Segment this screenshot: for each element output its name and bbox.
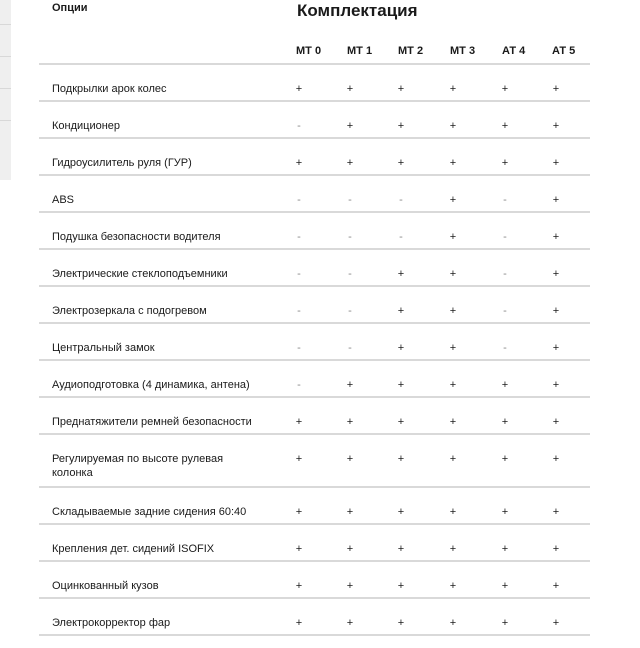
- included-mark: +: [295, 157, 303, 169]
- included-mark: +: [397, 506, 405, 518]
- sidebar-divider: [0, 120, 11, 121]
- not-included-mark: -: [503, 342, 507, 354]
- included-mark: +: [552, 379, 560, 391]
- option-label: ABS: [52, 194, 75, 206]
- included-mark: +: [346, 506, 354, 518]
- table-row: [39, 488, 590, 525]
- not-included-mark: -: [297, 379, 301, 391]
- included-mark: +: [552, 157, 560, 169]
- sidebar-divider: [0, 24, 11, 25]
- column-header-mt2: МТ 2: [398, 45, 424, 57]
- option-label: Оцинкованный кузов: [52, 580, 159, 592]
- included-mark: +: [295, 580, 303, 592]
- included-mark: +: [295, 506, 303, 518]
- included-mark: +: [397, 379, 405, 391]
- included-mark: +: [397, 342, 405, 354]
- included-mark: +: [397, 305, 405, 317]
- option-label: Центральный замок: [52, 342, 155, 354]
- included-mark: +: [449, 379, 457, 391]
- not-included-mark: -: [297, 268, 301, 280]
- included-mark: +: [552, 453, 560, 465]
- not-included-mark: -: [503, 194, 507, 206]
- included-mark: +: [501, 120, 509, 132]
- included-mark: +: [552, 342, 560, 354]
- options-column-heading: Опции: [52, 2, 88, 14]
- option-label: Складываемые задние сидения 60:40: [52, 506, 247, 518]
- included-mark: +: [295, 453, 303, 465]
- included-mark: +: [397, 617, 405, 629]
- not-included-mark: -: [348, 194, 352, 206]
- option-label: Электрические стеклоподъемники: [52, 268, 228, 280]
- included-mark: +: [449, 83, 457, 95]
- not-included-mark: -: [348, 305, 352, 317]
- included-mark: +: [552, 268, 560, 280]
- sidebar-divider: [0, 56, 11, 57]
- included-mark: +: [397, 416, 405, 428]
- included-mark: +: [552, 231, 560, 243]
- included-mark: +: [449, 580, 457, 592]
- included-mark: +: [449, 231, 457, 243]
- option-label: Преднатяжители ремней безопасности: [52, 416, 252, 428]
- option-label: Электрокорректор фар: [52, 617, 171, 629]
- not-included-mark: -: [297, 231, 301, 243]
- table-row: [39, 213, 590, 250]
- option-label: Подкрылки арок колес: [52, 83, 167, 95]
- included-mark: +: [552, 416, 560, 428]
- not-included-mark: -: [297, 342, 301, 354]
- included-mark: +: [346, 157, 354, 169]
- table-row: [39, 599, 590, 636]
- included-mark: +: [346, 453, 354, 465]
- included-mark: +: [501, 617, 509, 629]
- included-mark: +: [449, 268, 457, 280]
- included-mark: +: [346, 416, 354, 428]
- option-label: Аудиоподготовка (4 динамика, антена): [52, 379, 250, 391]
- table-row: [39, 176, 590, 213]
- included-mark: +: [397, 83, 405, 95]
- included-mark: +: [346, 617, 354, 629]
- table-row: [39, 562, 590, 599]
- table-row: [39, 361, 590, 398]
- included-mark: +: [397, 453, 405, 465]
- column-header-mt3: МТ 3: [450, 45, 476, 57]
- included-mark: +: [552, 120, 560, 132]
- left-sidebar-edge: [0, 0, 11, 180]
- included-mark: +: [397, 157, 405, 169]
- table-row: [39, 398, 590, 435]
- table-row: [39, 287, 590, 324]
- included-mark: +: [552, 194, 560, 206]
- included-mark: +: [449, 617, 457, 629]
- option-label: Кондиционер: [52, 120, 121, 132]
- included-mark: +: [449, 416, 457, 428]
- included-mark: +: [552, 580, 560, 592]
- included-mark: +: [397, 268, 405, 280]
- table-row: [39, 139, 590, 176]
- not-included-mark: -: [297, 194, 301, 206]
- option-label: Электрозеркала с подогревом: [52, 305, 207, 317]
- included-mark: +: [449, 120, 457, 132]
- not-included-mark: -: [503, 231, 507, 243]
- table-row: [39, 102, 590, 139]
- column-header-at4: АТ 4: [502, 45, 526, 57]
- table-row: [39, 65, 590, 102]
- page-title: Комплектация: [297, 1, 418, 20]
- included-mark: +: [501, 506, 509, 518]
- not-included-mark: -: [348, 268, 352, 280]
- table-row: [39, 525, 590, 562]
- included-mark: +: [552, 305, 560, 317]
- included-mark: +: [295, 83, 303, 95]
- included-mark: +: [346, 543, 354, 555]
- included-mark: +: [552, 506, 560, 518]
- included-mark: +: [449, 157, 457, 169]
- included-mark: +: [397, 120, 405, 132]
- included-mark: +: [346, 83, 354, 95]
- options-table: [39, 65, 590, 636]
- included-mark: +: [552, 543, 560, 555]
- included-mark: +: [397, 580, 405, 592]
- included-mark: +: [501, 543, 509, 555]
- not-included-mark: -: [297, 120, 301, 132]
- included-mark: +: [346, 580, 354, 592]
- included-mark: +: [346, 379, 354, 391]
- not-included-mark: -: [348, 231, 352, 243]
- included-mark: +: [552, 83, 560, 95]
- table-row: [39, 324, 590, 361]
- not-included-mark: -: [503, 305, 507, 317]
- not-included-mark: -: [297, 305, 301, 317]
- column-header-mt1: МТ 1: [347, 45, 373, 57]
- column-header-mt0: МТ 0: [296, 45, 322, 57]
- included-mark: +: [501, 580, 509, 592]
- included-mark: +: [449, 342, 457, 354]
- table-row: [39, 435, 590, 488]
- included-mark: +: [449, 506, 457, 518]
- included-mark: +: [501, 157, 509, 169]
- included-mark: +: [346, 120, 354, 132]
- included-mark: +: [501, 453, 509, 465]
- option-label: Подушка безопасности водителя: [52, 231, 221, 243]
- option-label: Крепления дет. сидений ISOFIX: [52, 543, 215, 555]
- not-included-mark: -: [348, 342, 352, 354]
- included-mark: +: [397, 543, 405, 555]
- included-mark: +: [449, 543, 457, 555]
- included-mark: +: [449, 453, 457, 465]
- not-included-mark: -: [399, 194, 403, 206]
- included-mark: +: [501, 416, 509, 428]
- included-mark: +: [449, 305, 457, 317]
- sidebar-divider: [0, 88, 11, 89]
- included-mark: +: [449, 194, 457, 206]
- not-included-mark: -: [503, 268, 507, 280]
- included-mark: +: [501, 83, 509, 95]
- column-header-at5: АТ 5: [552, 45, 576, 57]
- included-mark: +: [295, 543, 303, 555]
- included-mark: +: [295, 416, 303, 428]
- included-mark: +: [501, 379, 509, 391]
- table-header: [39, 44, 590, 65]
- table-row: [39, 250, 590, 287]
- option-label: Гидроусилитель руля (ГУР): [52, 157, 192, 169]
- included-mark: +: [552, 617, 560, 629]
- option-label: Регулируемая по высоте рулевая колонка: [52, 453, 224, 479]
- included-mark: +: [295, 617, 303, 629]
- not-included-mark: -: [399, 231, 403, 243]
